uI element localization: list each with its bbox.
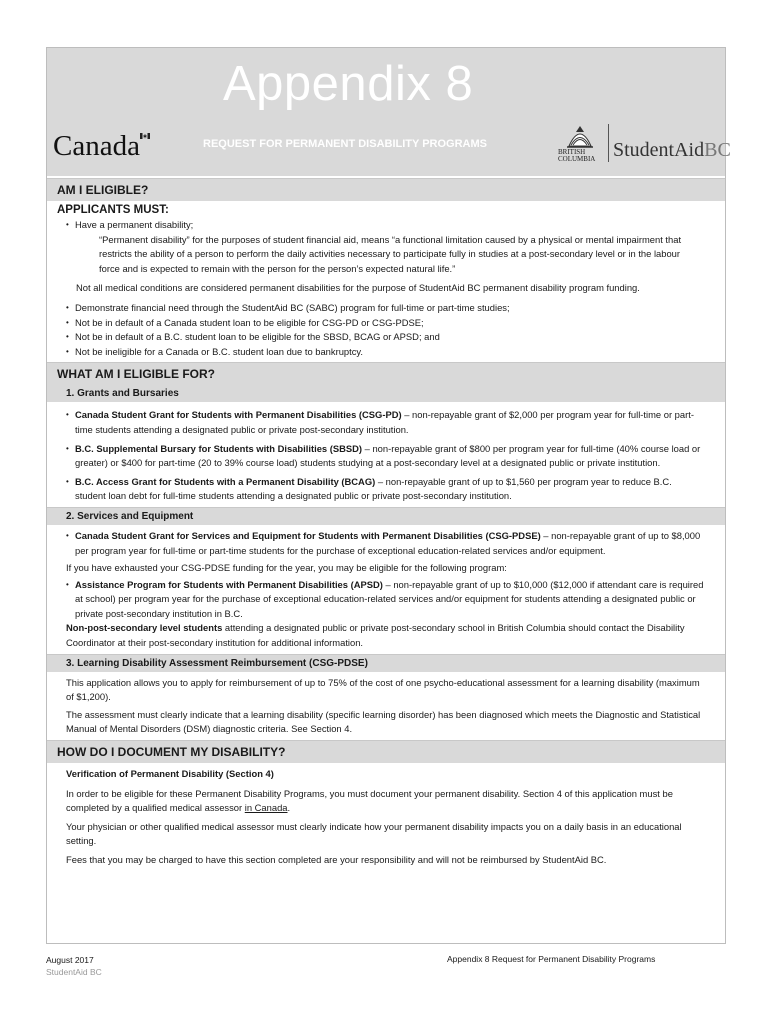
grant-desc: – non-repayable grant of up to $10,000 ($12,000 if attendant care is required at school) per program year for the purchase of exceptional education-related services and/or equipment for students attending a designated public or private post-secondary institution in B.C. — [75, 578, 704, 619]
section-heading-what: WHAT AM I ELIGIBLE FOR? — [47, 362, 725, 385]
list-item: • Not be ineligible for a Canada or B.C. student loan due to bankruptcy. — [66, 345, 705, 360]
eligibility-list-1 — [47, 218, 725, 233]
document-paragraph-1 — [47, 787, 725, 816]
page-frame — [46, 47, 731, 944]
footer-org — [46, 966, 102, 978]
section-heading-eligible: AM I ELIGIBLE? — [47, 178, 725, 201]
in-canada-text: in Canada — [244, 802, 288, 814]
eligibility-note: Not all medical conditions are considered permanent disabilities for the purpose of StudentAid BC permanent disability program funding. — [76, 282, 640, 294]
bc-wordmark — [558, 149, 595, 163]
non-post-secondary-text: attending a designated public or private post-secondary school in British Columbia should contact the Disability Coordinator at their post-secondary institution for additional information. — [66, 622, 685, 649]
services-list — [47, 529, 725, 558]
list-item: • Have a permanent disability; — [66, 218, 705, 233]
permanent-disability-definition: “Permanent disability” for the purposes of student financial aid, means “a functional limitation caused by a physical or mental impairment that restricts the ability of a person to perform the daily activities necessary to participate fully in studies at a post-secondary level or in the labour force and is expected to remain with the person for the person’s expected natural life.” — [99, 233, 682, 274]
grant-name: B.C. Supplemental Bursary for Students with Disabilities (SBSD) — [75, 442, 363, 454]
header-banner — [47, 48, 731, 176]
list-item — [66, 408, 705, 437]
services-list-2 — [47, 578, 725, 622]
list-item — [66, 442, 705, 471]
eligibility-list-2 — [47, 301, 725, 359]
grant-name: Canada Student Grant for Services and Equipment for Students with Permanent Disabilities (CSG-PDSE) — [75, 529, 541, 541]
grant-desc: – non-repayable grant of up to $1,560 per program year to reduce B.C. student loan debt for full-time students attending a designated public or private post-secondary institution. — [75, 475, 672, 502]
document-paragraph-2: Your physician or other qualified medical assessor must clearly indicate how your permanent disability impacts you on a daily basis in an educational setting. — [66, 820, 682, 847]
footer-left — [46, 954, 102, 978]
section-heading-document: HOW DO I DOCUMENT MY DISABILITY? — [47, 740, 725, 763]
canada-flag-icon — [140, 133, 150, 139]
grant-name: Canada Student Grant for Students with Permanent Disabilities (CSG-PD) — [75, 409, 402, 421]
bc-text-line2: COLUMBIA — [558, 155, 596, 163]
logo-divider — [608, 124, 609, 162]
list-item: • Not be in default of a Canada student loan to be eligible for CSG-PD or CSG-PDSE; — [66, 316, 705, 331]
list-item — [66, 529, 705, 558]
page-subtitle: REQUEST FOR PERMANENT DISABILITY PROGRAMS — [203, 138, 487, 150]
grant-name: Assistance Program for Students with Permanent Disabilities (APSD) — [75, 578, 383, 590]
page-title: Appendix 8 — [223, 57, 474, 111]
services-heading: 2. Services and Equipment — [47, 507, 725, 525]
grant-desc: – non-repayable grant of up to $8,000 per program year for full-time or part-time students for the purchase of exceptional education-related services and/or equipment. — [75, 529, 701, 556]
studentaid-text: StudentAid — [613, 139, 705, 161]
grant-desc: – non-repayable grant of $800 per program year for full-time (40% course load or greater) or $400 for part-time (20 to 39% course load) students studying at a post-secondary level at a designated public or private institution. — [75, 442, 701, 469]
footer-org-bc: BC — [87, 967, 102, 977]
lda-paragraph-1: This application allows you to apply for reimbursement of up to 75% of the cost of one psycho-educational assessment for a learning disability (maximum of $1,200). — [66, 676, 700, 703]
exhausted-note: If you have exhausted your CSG-PDSE funding for the year, you may be eligible for the following program: — [66, 562, 507, 574]
studentaid-bc-text: BC — [704, 139, 731, 161]
grants-heading: 1. Grants and Bursaries — [47, 385, 725, 402]
lda-heading: 3. Learning Disability Assessment Reimbursement (CSG-PDSE) — [47, 654, 725, 672]
canada-wordmark: Canada — [53, 130, 140, 162]
grant-desc: – non-repayable grant of $2,000 per program year for full-time or part-time students attending a designated public or private post-secondary institution. — [75, 409, 694, 435]
grants-list — [47, 408, 725, 504]
verification-heading: Verification of Permanent Disability (Section 4) — [66, 768, 274, 780]
document-paragraph-3: Fees that you may be charged to have this section completed are your responsibility and will not be reimbursed by StudentAid BC. — [66, 854, 607, 865]
list-item — [66, 578, 705, 622]
document-p1-text: In order to be eligible for these Permanent Disability Programs, you must document your permanent disability. Section 4 of this application must be completed by a qualified medical assessor — [66, 787, 673, 814]
lda-paragraph-2: The assessment must clearly indicate that a learning disability (specific learning disorder) has been diagnosed which meets the Diagnostic and Statistical Manual of Mental Disorders (DSM) diagnostic criteria. See Section 4. — [66, 708, 701, 735]
footer-date: August 2017 — [46, 955, 94, 965]
list-item: • Demonstrate financial need through the StudentAid BC (SABC) program for full-time or part-time studies; — [66, 301, 705, 316]
list-item: • Not be in default of a B.C. student loan to be eligible for the SBSD, BCAG or APSD; and — [66, 330, 705, 345]
list-item — [66, 475, 705, 504]
document-p1-end: . — [287, 802, 291, 814]
non-post-secondary-note — [47, 621, 725, 650]
applicants-must-heading: APPLICANTS MUST: — [57, 204, 169, 216]
footer-right: Appendix 8 Request for Permanent Disability Programs — [447, 954, 656, 964]
bc-text-line1: BRITISH — [558, 148, 586, 156]
content — [47, 176, 725, 868]
grant-name: B.C. Access Grant for Students with a Permanent Disability (BCAG) — [75, 475, 376, 487]
footer-org-studentaid: StudentAid — [46, 967, 88, 977]
non-post-secondary-label: Non-post-secondary level students — [66, 622, 223, 634]
studentaid-bc-logo — [613, 139, 731, 162]
